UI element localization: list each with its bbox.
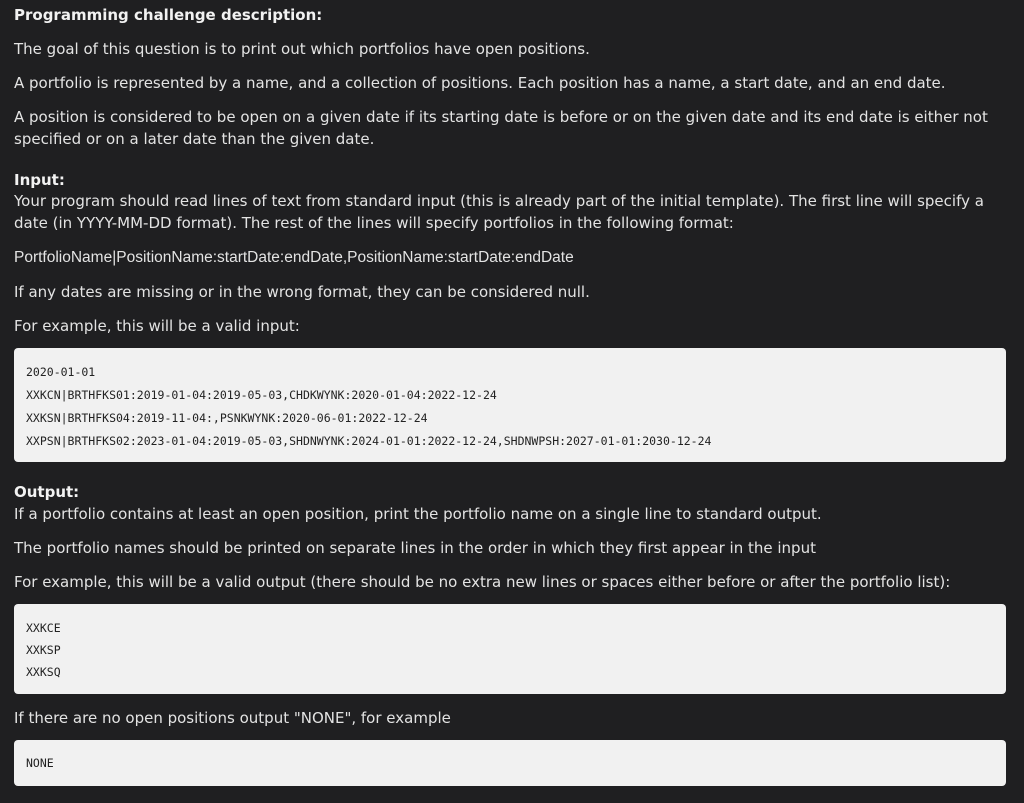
code-line: NONE bbox=[26, 756, 54, 770]
code-line: XXKSQ bbox=[26, 665, 61, 679]
code-line: 2020-01-01 bbox=[26, 365, 96, 379]
code-line: XXKSP bbox=[26, 643, 61, 657]
input-example-label: For example, this will be a valid input: bbox=[14, 317, 300, 335]
code-line: XXKCE bbox=[26, 621, 61, 635]
intro-paragraph-1: The goal of this question is to print out which portfolios have open positions. bbox=[14, 40, 590, 58]
output-heading: Output: bbox=[14, 483, 80, 501]
code-line: XXKSN|BRTHFKS04:2019-11-04:,PSNKWYNK:2020-06-01:2022-12-24 bbox=[26, 411, 428, 425]
code-line: XXKCN|BRTHFKS01:2019-01-04:2019-05-03,CHDKWYNK:2020-01-04:2022-12-24 bbox=[26, 388, 497, 402]
input-heading: Input: bbox=[14, 171, 65, 189]
input-format-line: PortfolioName|PositionName:startDate:endDate,PositionName:startDate:endDate bbox=[14, 249, 574, 266]
output-example-label: For example, this will be a valid output (there should be no extra new lines or spaces either before or after the portfolio list): bbox=[14, 573, 951, 591]
input-paragraph-1: Your program should read lines of text from standard input (this is already part of the initial template). The first line will specify a date (in YYYY-MM-DD format). The rest of the lines will specify portfolios in the following format: bbox=[14, 192, 984, 232]
none-example-label: If there are no open positions output "NONE", for example bbox=[14, 709, 451, 727]
output-paragraph-1: If a portfolio contains at least an open position, print the portfolio name on a single line to standard output. bbox=[14, 505, 822, 523]
input-paragraph-2: If any dates are missing or in the wrong format, they can be considered null. bbox=[14, 283, 590, 301]
output-example-codeblock bbox=[14, 604, 1006, 694]
intro-paragraph-3: A position is considered to be open on a given date if its starting date is before or on the given date and its end date is either not specified or on a later date than the given date. bbox=[14, 108, 988, 148]
none-example-codeblock bbox=[14, 740, 1006, 786]
code-line: XXPSN|BRTHFKS02:2023-01-04:2019-05-03,SHDNWYNK:2024-01-01:2022-12-24,SHDNWPSH:2027-01-01:2030-12-24 bbox=[26, 434, 712, 448]
intro-paragraph-2: A portfolio is represented by a name, and a collection of positions. Each position has a name, a start date, and an end date. bbox=[14, 74, 946, 92]
page-title: Programming challenge description: bbox=[14, 6, 323, 24]
input-example-codeblock bbox=[14, 348, 1006, 462]
output-paragraph-2: The portfolio names should be printed on separate lines in the order in which they first appear in the input bbox=[14, 539, 816, 557]
